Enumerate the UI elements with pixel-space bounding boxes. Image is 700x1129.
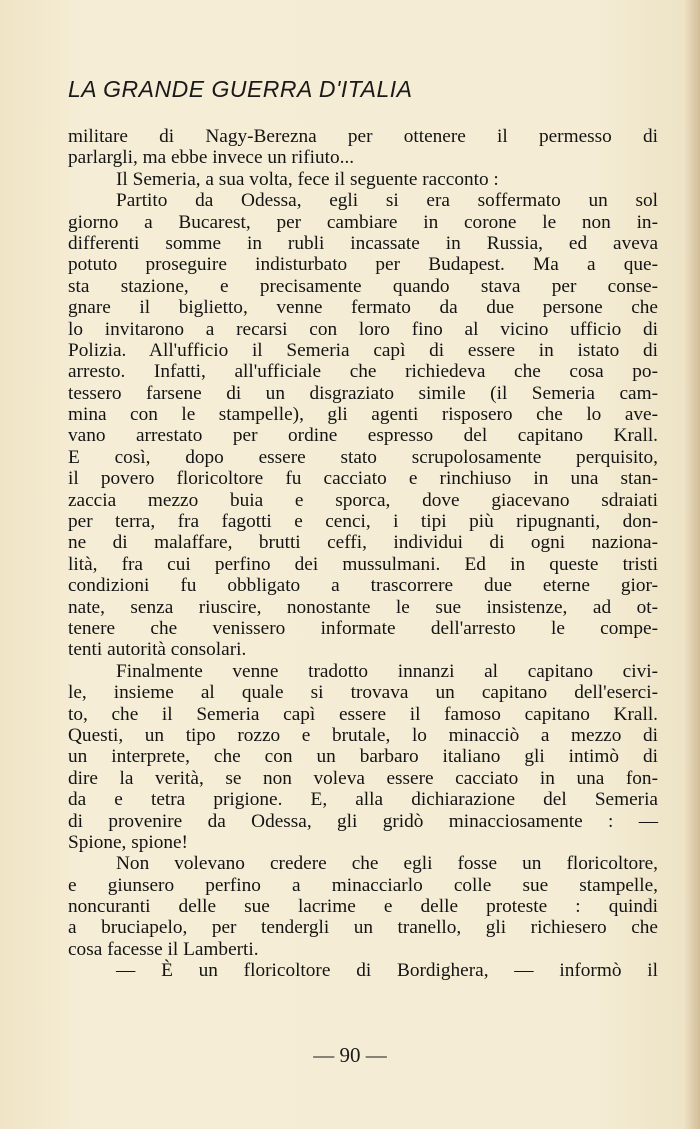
- text-line: gnare il biglietto, venne fermato da due persone che: [68, 297, 658, 319]
- page-number: — 90 —: [313, 1043, 387, 1067]
- text-line: mina con le stampelle), gli agenti risposero che lo ave-: [68, 404, 658, 426]
- text-line: noncuranti delle sue lacrime e delle proteste : quindi: [68, 896, 658, 918]
- text-line: di provenire da Odessa, gli gridò minacciosamente : —: [68, 810, 658, 832]
- text-line: differenti somme in rubli incassate in Russia, ed aveva: [68, 232, 658, 254]
- text-line: arresto. Infatti, all'ufficiale che richiedeva che cosa po-: [68, 361, 658, 383]
- text-line: lità, fra cui perfino dei mussulmani. Ed in queste tristi: [68, 553, 658, 575]
- body-text: [68, 126, 658, 982]
- text-line: e giunsero perfino a minacciarlo colle sue stampelle,: [68, 874, 658, 896]
- text-line: a bruciapelo, per tendergli un tranello, gli richiesero che: [68, 917, 658, 939]
- text-line: Finalmente venne tradotto innanzi al capitano civi-: [116, 660, 658, 682]
- text-line: sta stazione, e precisamente quando stava per conse-: [68, 275, 658, 297]
- text-line: nate, senza riuscire, nonostante le sue insistenze, ad ot-: [68, 596, 658, 618]
- text-line: condizioni fu obbligato a trascorrere due eterne gior-: [68, 575, 658, 597]
- text-line: tenere che venissero informate dell'arresto le compe-: [68, 617, 658, 639]
- text-line: ne di malaffare, brutti ceffi, individui di ogni naziona-: [68, 532, 658, 554]
- text-line: zaccia mezzo buia e sporca, dove giacevano sdraiati: [68, 489, 658, 511]
- text-line: tenti autorità consolari.: [68, 639, 247, 661]
- text-line: le, insieme al quale si trovava un capitano dell'eserci-: [68, 682, 658, 704]
- text-line: giorno a Bucarest, per cambiare in corone le non in-: [68, 211, 658, 233]
- text-line: potuto proseguire indisturbato per Budapest. Ma a que-: [68, 254, 658, 276]
- text-line: il povero floricoltore fu cacciato e rinchiuso in una stan-: [68, 468, 658, 490]
- text-line: lo invitarono a recarsi con loro fino al vicino ufficio di: [68, 318, 658, 340]
- text-line: parlargli, ma ebbe invece un rifiuto...: [68, 147, 355, 169]
- text-line: un interprete, che con un barbaro italiano gli intimò di: [68, 746, 658, 768]
- text-line: — È un floricoltore di Bordighera, — informò il: [116, 960, 658, 982]
- text-line: Il Semeria, a sua volta, fece il seguente racconto :: [116, 168, 499, 190]
- text-line: Polizia. All'ufficio il Semeria capì di essere in istato di: [68, 339, 658, 361]
- page-edge-shadow: [684, 0, 700, 1129]
- text-line: to, che il Semeria capì essere il famoso capitano Krall.: [68, 703, 658, 725]
- text-line: dire la verità, se non voleva essere cacciato in una fon-: [68, 767, 658, 789]
- text-line: tessero farsene di un disgraziato simile (il Semeria cam-: [68, 382, 658, 404]
- text-line: per terra, fra fagotti e cenci, i tipi più ripugnanti, don-: [68, 511, 658, 533]
- running-title: LA GRANDE GUERRA D'ITALIA: [68, 76, 413, 102]
- text-line: E così, dopo essere stato scrupolosamente perquisito,: [68, 446, 658, 468]
- text-line: vano arrestato per ordine espresso del capitano Krall.: [68, 425, 658, 447]
- text-line: Partito da Odessa, egli si era soffermato un sol: [116, 190, 658, 212]
- text-line: militare di Nagy-Berezna per ottenere il permesso di: [68, 126, 658, 147]
- text-line: Spione, spione!: [68, 831, 188, 853]
- text-line: Non volevano credere che egli fosse un floricoltore,: [116, 853, 658, 875]
- text-line: da e tetra prigione. E, alla dichiarazione del Semeria: [68, 789, 658, 811]
- text-line: Questi, un tipo rozzo e brutale, lo minacciò a mezzo di: [68, 724, 658, 746]
- text-line: cosa facesse il Lamberti.: [68, 938, 259, 960]
